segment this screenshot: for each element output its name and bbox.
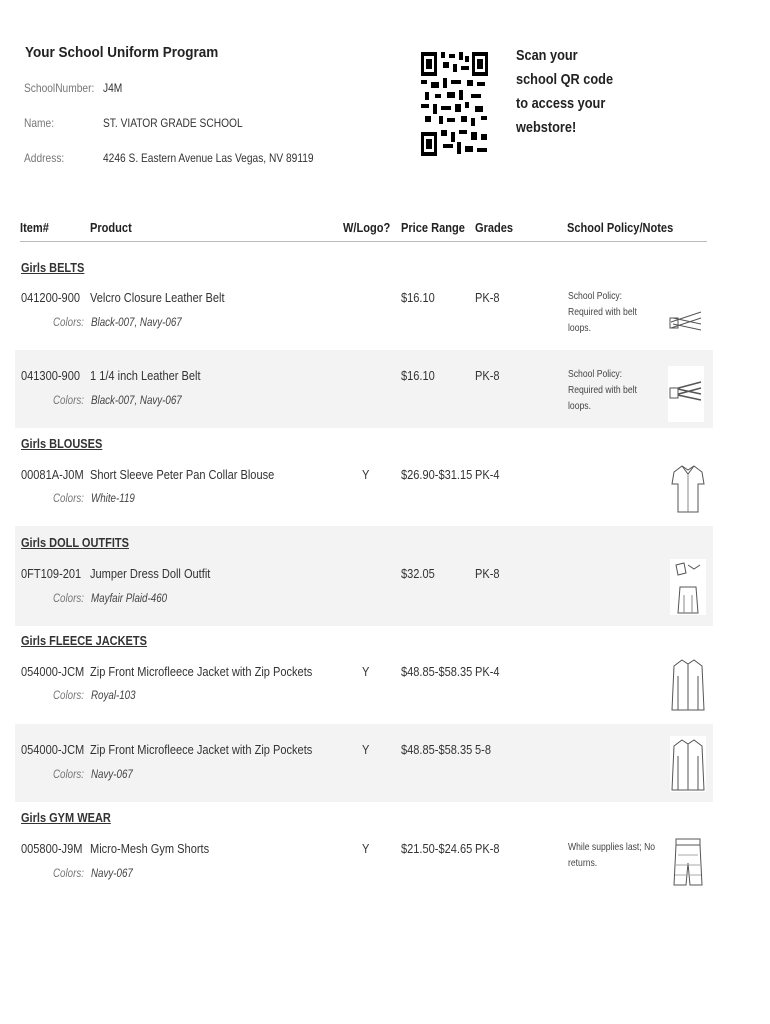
logo-flag: Y — [362, 664, 370, 679]
colors-value: White-119 — [91, 493, 135, 505]
belt-icon — [668, 366, 704, 422]
item-number: 054000-JCM — [21, 664, 85, 679]
logo-flag: Y — [362, 467, 370, 482]
colors-value: Mayfair Plaid-460 — [91, 593, 168, 605]
item-number: 041300-900 — [21, 368, 80, 383]
qr-line-1: Scan your — [516, 47, 578, 64]
category-heading: Girls DOLL OUTFITS — [21, 536, 129, 550]
price-range: $16.10 — [401, 368, 435, 383]
qr-line-2: school QR code — [516, 71, 614, 88]
policy-note: School Policy: Required with belt loops. — [568, 368, 637, 412]
colors-label: Colors: — [53, 868, 84, 880]
doll-outfit-icon — [670, 559, 706, 615]
price-range: $48.85-$58.35 — [401, 664, 473, 679]
grades: PK-4 — [475, 467, 500, 482]
colors-value: Black-007, Navy-067 — [91, 395, 182, 407]
item-number: 0FT109-201 — [21, 566, 82, 581]
table-row[interactable] — [15, 280, 713, 350]
price-range: $21.50-$24.65 — [401, 841, 473, 856]
jacket-icon — [670, 736, 706, 792]
item-number: 005800-J9M — [21, 841, 83, 856]
product-name[interactable]: Velcro Closure Leather Belt — [90, 290, 225, 305]
price-range: $48.85-$58.35 — [401, 742, 473, 757]
school-number-value: J4M — [103, 81, 123, 95]
policy-note: While supplies last; No returns. — [568, 841, 656, 869]
product-name[interactable]: Jumper Dress Doll Outfit — [90, 566, 211, 581]
address-label: Address: — [24, 151, 65, 165]
school-number-label: SchoolNumber: — [24, 81, 95, 95]
colors-value: Black-007, Navy-067 — [91, 317, 182, 329]
blouse-icon — [670, 460, 706, 516]
grades: PK-8 — [475, 368, 500, 383]
name-label: Name: — [24, 116, 55, 130]
logo-flag: Y — [362, 841, 370, 856]
colors-value: Navy-067 — [91, 868, 133, 880]
colors-label: Colors: — [53, 690, 84, 702]
product-name[interactable]: Zip Front Microfleece Jacket with Zip Pockets — [90, 664, 313, 679]
qr-instructions — [516, 44, 618, 140]
colors-label: Colors: — [53, 769, 84, 781]
category-heading: Girls BELTS — [21, 261, 85, 275]
grades: PK-8 — [475, 841, 500, 856]
table-row[interactable] — [15, 456, 713, 526]
jacket-icon — [670, 656, 706, 712]
table-row[interactable] — [15, 829, 713, 901]
column-header-notes: School Policy/Notes — [567, 220, 674, 235]
column-header-item: Item# — [20, 220, 49, 235]
colors-value: Royal-103 — [91, 690, 136, 702]
qr-line-4: webstore! — [516, 119, 577, 136]
school-name-value: ST. VIATOR GRADE SCHOOL — [103, 116, 243, 130]
grades: PK-4 — [475, 664, 500, 679]
page-title: Your School Uniform Program — [25, 44, 219, 61]
item-number: 00081A-J0M — [21, 467, 84, 482]
price-range: $26.90-$31.15 — [401, 467, 473, 482]
grades: PK-8 — [475, 290, 500, 305]
colors-value: Navy-067 — [91, 769, 133, 781]
item-number: 041200-900 — [21, 290, 80, 305]
table-row[interactable] — [15, 724, 713, 802]
logo-flag: Y — [362, 742, 370, 757]
qr-line-3: to access your — [516, 95, 606, 112]
product-name[interactable]: Short Sleeve Peter Pan Collar Blouse — [90, 467, 275, 482]
price-range: $32.05 — [401, 566, 435, 581]
product-name[interactable]: Micro-Mesh Gym Shorts — [90, 841, 210, 856]
table-header — [20, 218, 707, 242]
column-header-grades: Grades — [475, 220, 514, 235]
qr-code-icon[interactable] — [421, 52, 488, 156]
belt-icon — [668, 290, 704, 346]
item-number: 054000-JCM — [21, 742, 85, 757]
colors-label: Colors: — [53, 395, 84, 407]
colors-label: Colors: — [53, 493, 84, 505]
category-heading: Girls FLEECE JACKETS — [21, 634, 147, 648]
column-header-price: Price Range — [401, 220, 465, 235]
product-name[interactable]: 1 1/4 inch Leather Belt — [90, 368, 201, 383]
colors-label: Colors: — [53, 593, 84, 605]
category-heading: Girls BLOUSES — [21, 437, 103, 451]
address-value: 4246 S. Eastern Avenue Las Vegas, NV 89119 — [103, 151, 314, 165]
column-header-logo: W/Logo? — [343, 220, 391, 235]
category-heading: Girls GYM WEAR — [21, 811, 111, 825]
column-header-product: Product — [90, 220, 132, 235]
shorts-icon — [670, 833, 706, 889]
price-range: $16.10 — [401, 290, 435, 305]
grades: 5-8 — [475, 742, 491, 757]
grades: PK-8 — [475, 566, 500, 581]
product-name[interactable]: Zip Front Microfleece Jacket with Zip Pockets — [90, 742, 313, 757]
policy-note: School Policy: Required with belt loops. — [568, 290, 637, 334]
table-row[interactable] — [15, 652, 713, 724]
colors-label: Colors: — [53, 317, 84, 329]
table-row[interactable] — [15, 350, 713, 428]
